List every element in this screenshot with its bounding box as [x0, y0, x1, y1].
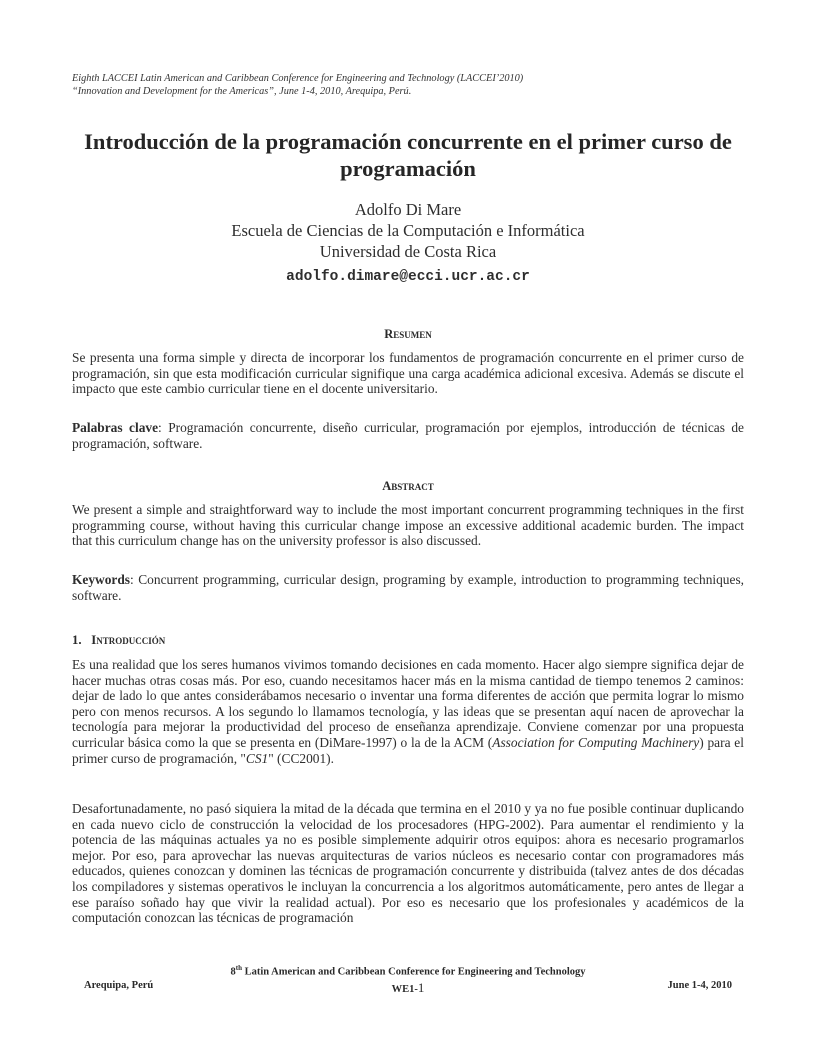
- resumen-keywords-label: Palabras clave: [72, 420, 159, 435]
- p1-acm-italic: Association for Computing Machinery: [492, 734, 700, 750]
- resumen-heading: Resumen: [384, 327, 432, 341]
- paper-title: Introducción de la programación concurrente en el primer curso de programación: [84, 129, 732, 181]
- author-affiliation-school: Escuela de Ciencias de la Computación e Informática: [231, 221, 585, 240]
- footer-conf-sup: th: [235, 964, 242, 972]
- p1-text-b: ) para el primer curso de programación, ": [72, 734, 744, 766]
- author-block: [72, 199, 744, 288]
- abstract-heading: Abstract: [382, 479, 434, 493]
- p1-text-a: Es una realidad que los seres humanos vivimos tomando decisiones en cada momento. Hacer algo siempre significa dejar de hacer muchas otras cosas más. Por eso, cuando necesitamos hacer más en la misma cantidad de tiempo tenemos 2 caminos: dejar de lado lo que antes considerábamos necesario o inventar una forma diferentes de acción que permita lograr lo mismo pero con menos recursos. A los segundo lo llamamos tecnología, y las ideas que se presentan aquí nacen de aprovechar la tecnología para mejorar la productividad del proceso de enseñanza aprendizaje. Conviene comenzar por una propuesta curricular básica como la que se presenta en (DiMare-1997) o la de la ACM (: [72, 657, 744, 750]
- section-1-title: Introducción: [91, 633, 166, 647]
- p1-text-c: " (CC2001).: [268, 750, 334, 766]
- footer-page-code: [72, 980, 744, 996]
- p1-cs1-italic: CS1: [245, 750, 269, 766]
- abstract-keywords: [72, 572, 744, 603]
- conference-header-line1: Eighth LACCEI Latin American and Caribbean Conference for Engineering and Technology (LACCEI’2010): [72, 73, 524, 84]
- footer-conf-name: Latin American and Caribbean Conference for Engineering and Technology: [241, 966, 586, 978]
- author-email: adolfo.dimare@ecci.ucr.ac.cr: [286, 269, 530, 285]
- author-name: Adolfo Di Mare: [354, 200, 462, 219]
- section-1-heading: [72, 633, 165, 648]
- resumen-keywords-text: : Programación concurrente, diseño curricular, programación por ejemplos, introducción de técnicas de programación, software.: [72, 420, 744, 451]
- footer-date: June 1-4, 2010: [667, 980, 732, 991]
- section-1-number: 1.: [72, 633, 82, 647]
- footer-row: [72, 980, 744, 994]
- conference-header: [72, 72, 744, 98]
- footer-conf-ordinal: 8: [230, 966, 236, 978]
- section-1-paragraph-2: Desafortunadamente, no pasó siquiera la mitad de la década que termina en el 2010 y ya no fue posible continuar duplicando en cada nuevo ciclo de construcción la velocidad de los procesadores (HPG-2002). Para aumentar el rendimiento y la potencia de las máquinas actuales ya no es posible simplemente adquirir otros equipos: ahora es necesario programarlos mejor. Por eso, para aprovechar las nuevas arquitecturas de varios núcleos es necesario contar con programadores más educados, quienes conozcan y dominen las técnicas de programación concurrente y distribuida (talvez antes de dos décadas los compiladores y sistemas operativos le incluyan la concurrencia a los algoritmos automáticamente, pero antes de llegar a ese paraíso soñado hay que vivir la realidad actual). Por eso es necesario que los profesionales y académicos de la computación conozcan las técnicas de programación: [72, 801, 744, 926]
- abstract-text: We present a simple and straightforward way to include the most important concurrent programming techniques in the first programming course, without having this curricular change impose an excessive additional academic burden. The impact that this curriculum change has on the university professor is also discussed.: [72, 502, 744, 549]
- footer-session-code: WE1-: [391, 984, 418, 995]
- author-affiliation-university: Universidad de Costa Rica: [319, 242, 497, 261]
- conference-header-line2: “Innovation and Development for the Americas”, June 1-4, 2010, Arequipa, Perú.: [72, 86, 412, 97]
- footer-conference: [72, 964, 744, 978]
- resumen-keywords: [72, 420, 744, 451]
- section-1-paragraph-1: [72, 657, 744, 766]
- abstract-keywords-text: : Concurrent programming, curricular design, programing by example, introduction to programming techniques, software.: [72, 572, 744, 603]
- abstract-keywords-label: Keywords: [72, 572, 131, 587]
- footer-location: Arequipa, Perú: [84, 980, 154, 991]
- resumen-text: Se presenta una forma simple y directa de incorporar los fundamentos de programación concurrente en el primer curso de programación, sin que esta modificación curricular signifique una carga académica adicional excesiva. Además se discute el impacto que este cambio curricular tiene en el docente universitario.: [72, 350, 744, 397]
- footer-page-number: 1: [417, 980, 425, 995]
